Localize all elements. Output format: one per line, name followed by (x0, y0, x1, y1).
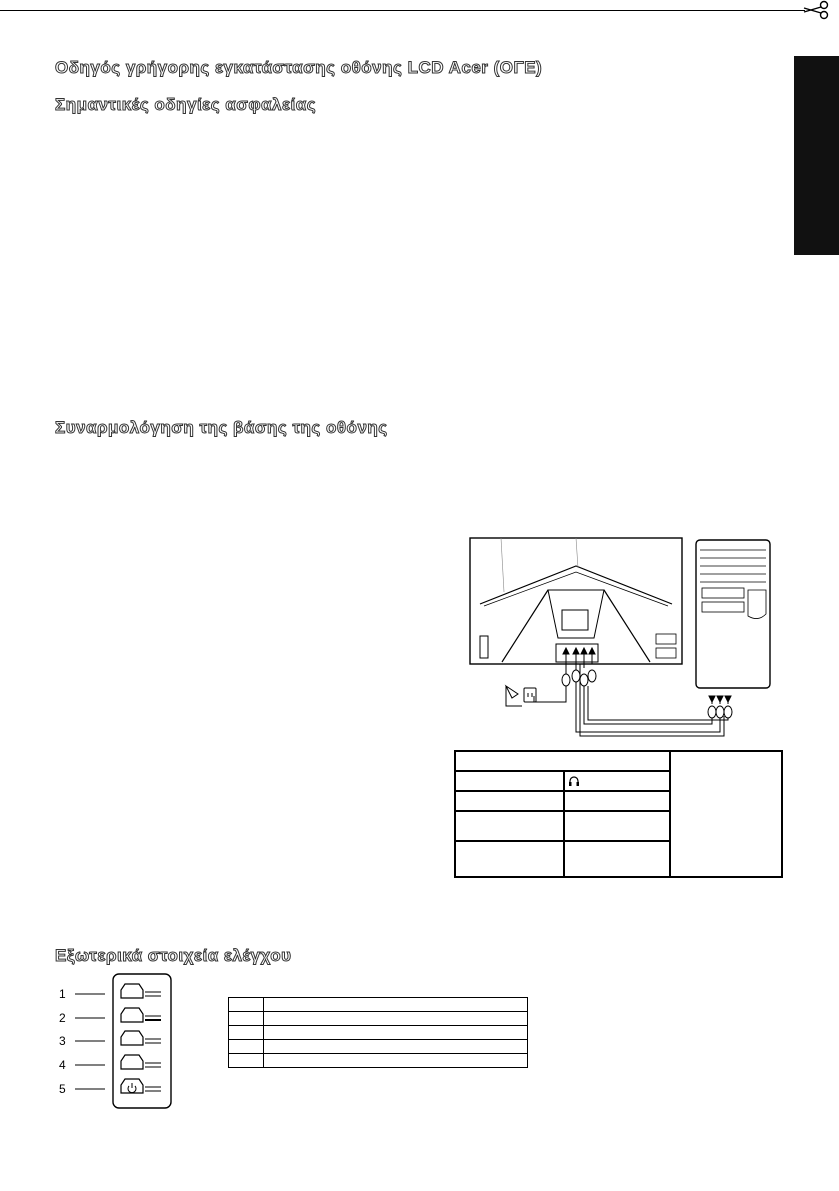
conn-table-right-column (671, 752, 781, 876)
connection-diagram (466, 536, 786, 746)
control-number-4: 4 (59, 1058, 66, 1072)
conn-table-row-3-right (565, 812, 671, 842)
table-row (229, 1054, 528, 1068)
page-title: Οδηγός γρήγορης εγκατάστασης οθόνης LCD Acer (ΟΓΕ) (55, 58, 543, 77)
control-number-5: 5 (59, 1082, 66, 1096)
conn-table-row-4-left (456, 842, 565, 876)
pc-tower (696, 540, 770, 688)
cables (506, 664, 728, 736)
monitor-rear (470, 538, 682, 664)
headphone-icon (568, 775, 580, 787)
table-cell (264, 998, 528, 1012)
control-number-3: 3 (59, 1034, 66, 1048)
cut-line (0, 10, 805, 11)
controls-table (228, 997, 528, 1068)
table-row (229, 1012, 528, 1026)
power-adapter (506, 686, 536, 702)
section-heading-stand: Συναρμολόγηση της βάσης της οθόνης (55, 418, 388, 437)
control-number-1: 1 (59, 987, 66, 1001)
conn-table-row-1-right (565, 772, 671, 792)
language-side-tab (794, 56, 839, 255)
table-cell (229, 998, 264, 1012)
conn-table-row-3-left (456, 812, 565, 842)
power-icon (128, 1083, 136, 1093)
table-row (229, 998, 528, 1012)
connection-table (454, 750, 783, 878)
table-cell (264, 1012, 528, 1026)
table-cell (229, 1040, 264, 1054)
table-cell (264, 1026, 528, 1040)
conn-table-row-2-left (456, 792, 565, 812)
controls-diagram (55, 972, 195, 1112)
conn-table-row-1-left (456, 772, 565, 792)
conn-table-row-4-right (565, 842, 671, 876)
table-cell (264, 1040, 528, 1054)
scissors-icon (802, 0, 832, 20)
section-heading-controls: Εξωτερικά στοιχεία ελέγχου (55, 946, 292, 965)
section-heading-safety: Σημαντικές οδηγίες ασφαλείας (55, 95, 317, 114)
table-row (229, 1040, 528, 1054)
table-cell (229, 1054, 264, 1068)
table-cell (264, 1054, 528, 1068)
table-cell (229, 1026, 264, 1040)
conn-table-row-2-right (565, 792, 671, 812)
conn-table-header (456, 752, 671, 772)
control-number-2: 2 (59, 1011, 66, 1025)
table-row (229, 1026, 528, 1040)
table-cell (229, 1012, 264, 1026)
control-panel-drawing (55, 972, 195, 1112)
